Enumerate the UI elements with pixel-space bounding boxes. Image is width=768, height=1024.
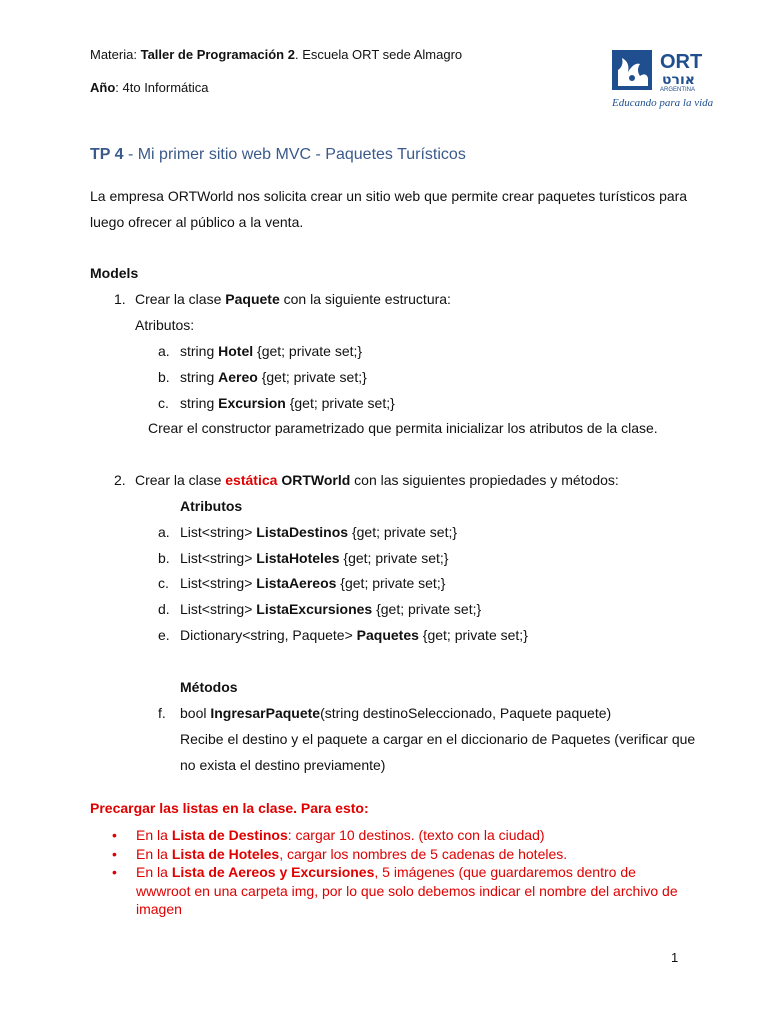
- attr-accessors: {get; private set;}: [336, 575, 446, 591]
- bullet-bold: Lista de Aereos y Excursiones: [171, 864, 375, 880]
- item2-number: 2.: [114, 472, 126, 488]
- method-params: (string destinoSeleccionado, Paquete paquete): [320, 705, 612, 721]
- materia-line: Materia: Taller de Programación 2. Escuela ORT sede Almagro: [90, 47, 463, 62]
- title-bold: TP 4: [90, 146, 124, 163]
- attr-accessors: {get; private set;}: [348, 524, 458, 540]
- bullet-pre: En la: [136, 864, 172, 880]
- ort-logo: [610, 48, 718, 110]
- attr-type: List<string>: [180, 575, 257, 591]
- attr-name: Aereo: [218, 369, 258, 385]
- list-item: [108, 845, 688, 864]
- attr-accessors: {get; private set;}: [418, 627, 528, 643]
- attr-name: ListaDestinos: [256, 524, 349, 540]
- ort-emblem-icon: [610, 48, 718, 110]
- bullet-bold: Lista de Destinos: [171, 827, 288, 843]
- item1-post: con la siguiente estructura:: [279, 291, 451, 307]
- item1-class: Paquete: [225, 291, 280, 307]
- attr-type: List<string>: [180, 550, 257, 566]
- item2-text: [135, 472, 619, 488]
- item2-attr-letter: e.: [158, 627, 170, 643]
- attr-name: Excursion: [218, 395, 286, 411]
- item1-number: 1.: [114, 291, 126, 307]
- method-signature: [180, 705, 611, 721]
- item2-static: estática: [225, 472, 278, 488]
- intro-line-2: luego ofrecer al público a la venta.: [90, 214, 304, 230]
- item1-atributos: Atributos:: [135, 317, 195, 333]
- item2-attr-letter: d.: [158, 601, 170, 617]
- item2-pre: Crear la clase: [135, 472, 226, 488]
- logo-brand: ORT: [660, 51, 703, 73]
- precargar-list: [108, 826, 688, 919]
- attr-accessors: {get; private set;}: [257, 369, 367, 385]
- method-desc-1: Recibe el destino y el paquete a cargar en el diccionario de Paquetes (verificar que: [180, 731, 696, 747]
- list-item: [108, 863, 688, 919]
- logo-country: ARGENTINA: [660, 87, 696, 93]
- bullet-post: , 5 imágenes (que guardaremos dentro de wwwroot en una carpeta img, por lo que solo debemos indicar el nombre del archivo de imagen: [136, 864, 678, 917]
- logo-hebrew: אורט: [662, 72, 695, 88]
- item2-attr: [180, 627, 528, 643]
- item2-attr: [180, 550, 448, 566]
- attr-accessors: {get; private set;}: [372, 601, 482, 617]
- item2-attr-letter: b.: [158, 550, 170, 566]
- method-return-type: bool: [180, 705, 211, 721]
- anio-value: : 4to Informática: [115, 80, 209, 95]
- bullet-icon: •: [112, 864, 117, 880]
- item2-metodos-heading: [180, 679, 238, 695]
- method-desc-2: no exista el destino previamente): [180, 757, 386, 773]
- logo-tagline: Educando para la vida: [612, 97, 714, 109]
- bullet-bold: Lista de Hoteles: [171, 845, 280, 862]
- attr-type: string: [180, 343, 219, 359]
- attr-accessors: {get; private set;}: [285, 395, 395, 411]
- bullet-pre: En la: [136, 845, 172, 862]
- item1-constructor: Crear el constructor parametrizado que permita inicializar los atributos de la clase.: [148, 420, 658, 436]
- attr-type: List<string>: [180, 601, 257, 617]
- bullet-post: , cargar los nombres de 5 cadenas de hoteles.: [279, 845, 568, 862]
- method-name: IngresarPaquete: [210, 705, 321, 721]
- atributos-heading-text: Atributos: [180, 498, 243, 514]
- intro-line-1: La empresa ORTWorld nos solicita crear un sitio web que permite crear paquetes turísticos para: [90, 188, 688, 204]
- list-item: [108, 826, 688, 845]
- bullet-post: : cargar 10 destinos. (texto con la ciudad): [287, 827, 545, 843]
- item1-attr: [180, 343, 362, 359]
- metodos-heading-text: Métodos: [180, 679, 238, 695]
- item1-attr-letter: b.: [158, 369, 170, 385]
- attr-type: string: [180, 369, 219, 385]
- attr-name: ListaHoteles: [256, 550, 340, 566]
- attr-name: Hotel: [218, 343, 254, 359]
- bullet-icon: •: [112, 827, 117, 843]
- method-letter: f.: [158, 705, 166, 721]
- bullet-pre: En la: [136, 827, 172, 843]
- anio-label: Año: [90, 80, 116, 95]
- precargar-heading-text: Precargar las listas en la clase. Para esto:: [90, 800, 369, 816]
- attr-type: string: [180, 395, 219, 411]
- item2-post: con las siguientes propiedades y métodos:: [350, 472, 619, 488]
- item2-attr-letter: c.: [158, 575, 169, 591]
- materia-rest: . Escuela ORT sede Almagro: [294, 47, 463, 62]
- precargar-heading: [90, 800, 369, 816]
- page-number: 1: [671, 950, 679, 965]
- item1-pre: Crear la clase: [135, 291, 226, 307]
- item2-attr: [180, 601, 481, 617]
- materia-label: Materia: [90, 47, 134, 62]
- attr-accessors: {get; private set;}: [253, 343, 363, 359]
- item2-attr: [180, 524, 457, 540]
- document-title: [90, 146, 466, 164]
- item1-attr-letter: c.: [158, 395, 169, 411]
- attr-accessors: {get; private set;}: [339, 550, 449, 566]
- item2-attr-letter: a.: [158, 524, 170, 540]
- models-heading: [90, 265, 138, 281]
- item1-attr: [180, 369, 367, 385]
- item1-text: [135, 291, 451, 307]
- item1-attr: [180, 395, 395, 411]
- bullet-icon: •: [112, 845, 117, 862]
- item2-attr: [180, 575, 445, 591]
- materia-name: Taller de Programación 2: [140, 47, 295, 62]
- attr-type: List<string>: [180, 524, 257, 540]
- models-heading-text: Models: [90, 265, 139, 281]
- item2-class: ORTWorld: [281, 472, 351, 488]
- item2-atributos-heading: [180, 498, 242, 514]
- attr-name: ListaExcursiones: [256, 601, 373, 617]
- anio-line: [90, 80, 209, 95]
- attr-name: Paquetes: [356, 627, 419, 643]
- title-rest: - Mi primer sitio web MVC - Paquetes Turísticos: [123, 146, 466, 163]
- attr-type: Dictionary<string, Paquete>: [180, 627, 357, 643]
- attr-name: ListaAereos: [256, 575, 337, 591]
- item1-attr-letter: a.: [158, 343, 170, 359]
